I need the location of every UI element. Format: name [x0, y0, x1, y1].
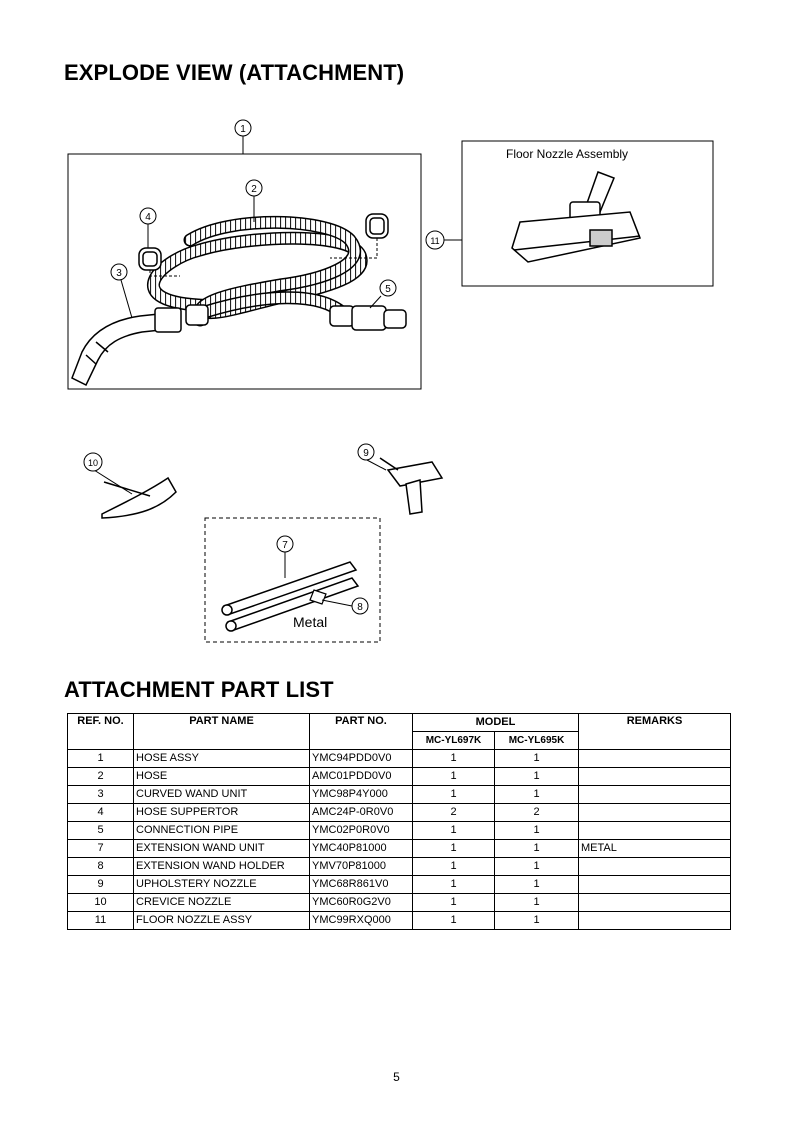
callout-1: [235, 120, 251, 136]
table-row: [68, 750, 731, 768]
part-no-cell: AMC01PDD0V0: [310, 768, 413, 786]
qty-b-cell: 2: [495, 804, 579, 822]
qty-a-cell: 1: [413, 840, 495, 858]
hose-cuff-left: [186, 305, 208, 325]
callout-4: [140, 208, 156, 224]
table-row: [68, 912, 731, 930]
remarks-cell: [579, 804, 731, 822]
callout-11: [426, 231, 444, 249]
header-model-b: MC-YL695K: [495, 732, 579, 750]
table-row: [68, 804, 731, 822]
hose-cuff-right: [330, 306, 354, 326]
svg-text:9: 9: [363, 448, 369, 459]
floor-nozzle-assembly: [512, 172, 640, 262]
part-name-cell: CURVED WAND UNIT: [134, 786, 310, 804]
crevice-nozzle: [102, 478, 176, 518]
hose-supporter-right: [366, 214, 388, 238]
remarks-cell: [579, 876, 731, 894]
part-no-cell: YMC98P4Y000: [310, 786, 413, 804]
ref-cell: 11: [68, 912, 134, 930]
floor-nozzle-caption: Floor Nozzle Assembly: [506, 147, 629, 161]
header-ref-no: REF. NO.: [68, 714, 134, 750]
part-name-cell: CREVICE NOZZLE: [134, 894, 310, 912]
table-row: [68, 840, 731, 858]
remarks-cell: METAL: [579, 840, 731, 858]
callout-3: [111, 264, 127, 280]
header-part-name: PART NAME: [134, 714, 310, 750]
qty-b-cell: 1: [495, 768, 579, 786]
remarks-cell: [579, 786, 731, 804]
svg-text:7: 7: [282, 540, 288, 551]
qty-b-cell: 1: [495, 876, 579, 894]
remarks-cell: [579, 822, 731, 840]
ref-cell: 1: [68, 750, 134, 768]
table-row: [68, 876, 731, 894]
part-name-cell: HOSE SUPPERTOR: [134, 804, 310, 822]
qty-b-cell: 1: [495, 894, 579, 912]
part-name-cell: FLOOR NOZZLE ASSY: [134, 912, 310, 930]
qty-a-cell: 1: [413, 894, 495, 912]
part-name-cell: CONNECTION PIPE: [134, 822, 310, 840]
explode-view-heading: EXPLODE VIEW (ATTACHMENT): [64, 60, 405, 85]
remarks-cell: [579, 894, 731, 912]
part-no-cell: YMC68R861V0: [310, 876, 413, 894]
extension-wand-unit: [222, 562, 358, 631]
qty-a-cell: 1: [413, 822, 495, 840]
header-model-a: MC-YL697K: [413, 732, 495, 750]
part-no-cell: YMV70P81000: [310, 858, 413, 876]
callout-5: [380, 280, 396, 296]
qty-b-cell: 1: [495, 750, 579, 768]
qty-b-cell: 1: [495, 912, 579, 930]
svg-text:8: 8: [357, 602, 363, 613]
header-model: MODEL: [413, 714, 579, 732]
attachment-part-list-table: [67, 713, 731, 930]
hose-coil: [153, 222, 361, 320]
hose-supporter-left: [139, 248, 161, 270]
table-row: [68, 894, 731, 912]
part-list-heading: ATTACHMENT PART LIST: [64, 677, 334, 702]
remarks-cell: [579, 750, 731, 768]
qty-b-cell: 1: [495, 822, 579, 840]
upholstery-nozzle: [380, 458, 442, 514]
qty-a-cell: 2: [413, 804, 495, 822]
callout-2: [246, 180, 262, 196]
ref-cell: 8: [68, 858, 134, 876]
table-row: [68, 786, 731, 804]
part-no-cell: AMC24P-0R0V0: [310, 804, 413, 822]
callout-10: [84, 453, 102, 471]
part-name-cell: EXTENSION WAND UNIT: [134, 840, 310, 858]
svg-text:3: 3: [116, 268, 122, 279]
remarks-cell: [579, 912, 731, 930]
ref-cell: 4: [68, 804, 134, 822]
curved-wand-unit: [72, 308, 181, 385]
qty-a-cell: 1: [413, 768, 495, 786]
svg-text:2: 2: [251, 184, 257, 195]
header-part-no: PART NO.: [310, 714, 413, 750]
qty-a-cell: 1: [413, 786, 495, 804]
svg-text:10: 10: [87, 458, 99, 468]
remarks-cell: [579, 768, 731, 786]
ref-cell: 5: [68, 822, 134, 840]
callout-7: [277, 536, 293, 552]
part-no-cell: YMC99RXQ000: [310, 912, 413, 930]
qty-b-cell: 1: [495, 858, 579, 876]
svg-text:1: 1: [240, 124, 246, 135]
svg-text:11: 11: [430, 236, 440, 246]
page-number: 5: [393, 1070, 400, 1084]
header-remarks: REMARKS: [579, 714, 731, 750]
svg-text:4: 4: [145, 212, 151, 223]
ref-cell: 7: [68, 840, 134, 858]
part-no-cell: YMC60R0G2V0: [310, 894, 413, 912]
connection-pipe: [352, 306, 406, 330]
qty-a-cell: 1: [413, 858, 495, 876]
metal-label: Metal: [293, 614, 328, 630]
remarks-cell: [579, 858, 731, 876]
part-name-cell: EXTENSION WAND HOLDER: [134, 858, 310, 876]
table-row: [68, 768, 731, 786]
part-no-cell: YMC94PDD0V0: [310, 750, 413, 768]
qty-a-cell: 1: [413, 876, 495, 894]
part-no-cell: YMC40P81000: [310, 840, 413, 858]
callout-8: [352, 598, 368, 614]
table-row: [68, 858, 731, 876]
svg-text:5: 5: [385, 284, 391, 295]
part-no-cell: YMC02P0R0V0: [310, 822, 413, 840]
qty-a-cell: 1: [413, 750, 495, 768]
callout-9: [358, 444, 374, 460]
qty-b-cell: 1: [495, 840, 579, 858]
part-name-cell: HOSE ASSY: [134, 750, 310, 768]
ref-cell: 2: [68, 768, 134, 786]
ref-cell: 3: [68, 786, 134, 804]
ref-cell: 10: [68, 894, 134, 912]
part-name-cell: HOSE: [134, 768, 310, 786]
part-name-cell: UPHOLSTERY NOZZLE: [134, 876, 310, 894]
qty-a-cell: 1: [413, 912, 495, 930]
table-row: [68, 822, 731, 840]
qty-b-cell: 1: [495, 786, 579, 804]
ref-cell: 9: [68, 876, 134, 894]
